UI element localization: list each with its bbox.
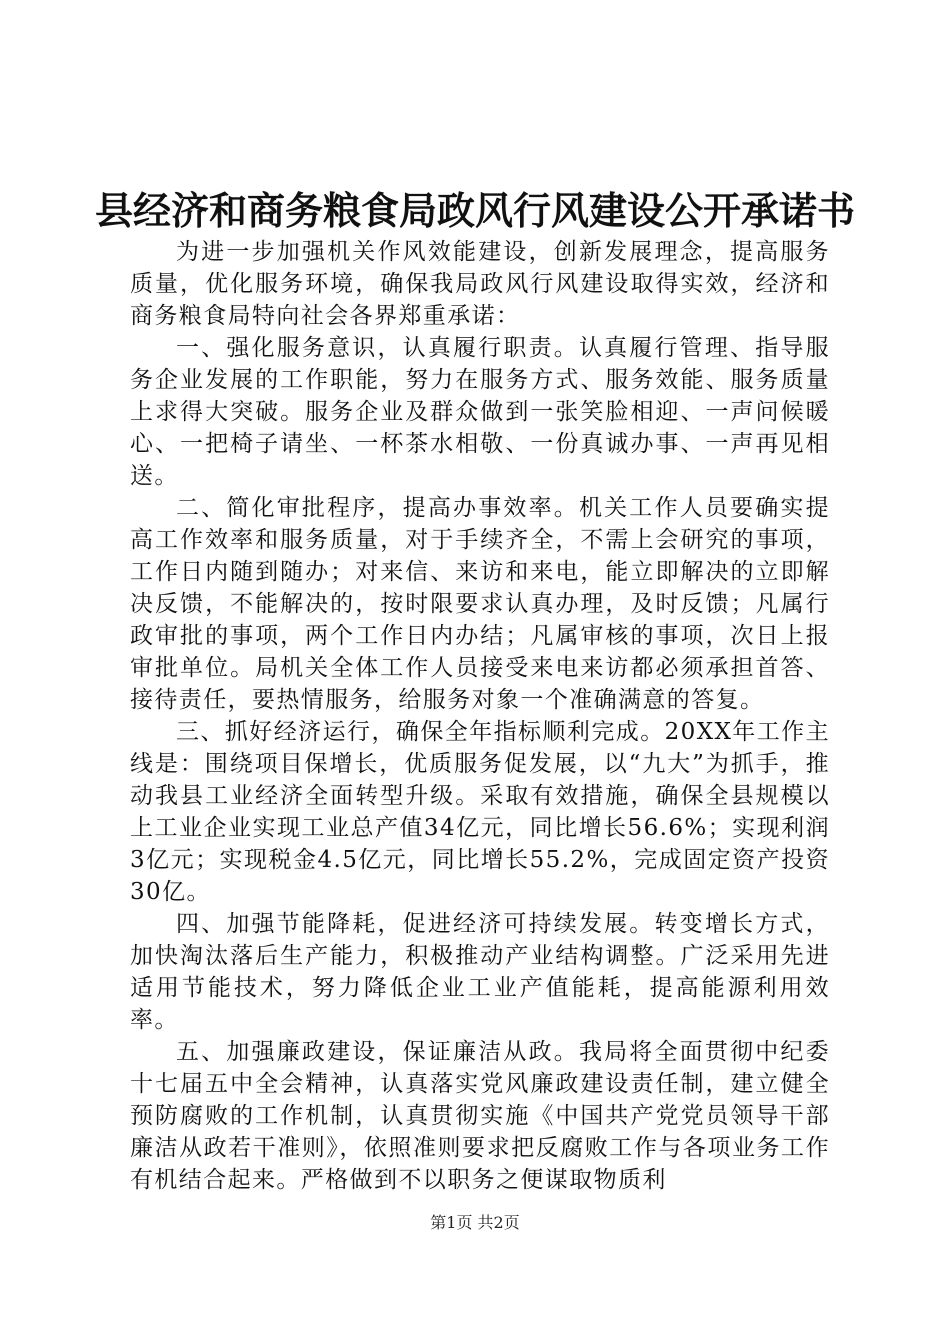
commitment-paragraph-4: 四、加强节能降耗，促进经济可持续发展。转变增长方式，加快淘汰落后生产能力，积极推动产业结构调整。广泛采用先进适用节能技术，努力降低企业工业产值能耗，提高能源利用效率。	[130, 911, 830, 1033]
document-title: 县经济和商务粮食局政风行风建设公开承诺书	[94, 188, 855, 233]
intro-paragraph: 为进一步加强机关作风效能建设，创新发展理念，提高服务质量，优化服务环境，确保我局政风行风建设取得实效，经济和商务粮食局特向社会各界郑重承诺：	[130, 239, 830, 329]
page-number-footer: 第1页 共2页	[430, 1213, 520, 1232]
commitment-paragraph-5: 五、加强廉政建设，保证廉洁从政。我局将全面贯彻中纪委十七届五中全会精神，认真落实党风廉政建设责任制，建立健全预防腐败的工作机制，认真贯彻实施《中国共产党党员领导干部廉洁从政若干准则》，依照准则要求把反腐败工作与各项业务工作有机结合起来。严格做到不以职务之便谋取物质利	[130, 1039, 830, 1193]
commitment-paragraph-2: 二、简化审批程序，提高办事效率。机关工作人员要确实提高工作效率和服务质量，对于手续齐全，不需上会研究的事项，工作日内随到随办；对来信、来访和来电，能立即解决的立即解决反馈，不能解决的，按时限要求认真办理，及时反馈；凡属行政审批的事项，两个工作日内办结；凡属审核的事项，次日上报审批单位。局机关全体工作人员接受来电来访都必须承担首答、接待责任，要热情服务，给服务对象一个准确满意的答复。	[130, 495, 830, 713]
commitment-paragraph-1: 一、强化服务意识，认真履行职责。认真履行管理、指导服务企业发展的工作职能，努力在服务方式、服务效能、服务质量上求得大突破。服务企业及群众做到一张笑脸相迎、一声问候暖心、一把椅子请坐、一杯茶水相敬、一份真诚办事、一声再见相送。	[130, 335, 830, 489]
document-body	[130, 236, 830, 1196]
commitment-paragraph-3: 三、抓好经济运行，确保全年指标顺利完成。20XX年工作主线是：围绕项目保增长，优质服务促发展，以“九大”为抓手，推动我县工业经济全面转型升级。采取有效措施，确保全县规模以上工业企业实现工业总产值34亿元，同比增长56.6%；实现利润3亿元；实现税金4.5亿元，同比增长55.2%，完成固定资产投资30亿。	[130, 719, 830, 905]
